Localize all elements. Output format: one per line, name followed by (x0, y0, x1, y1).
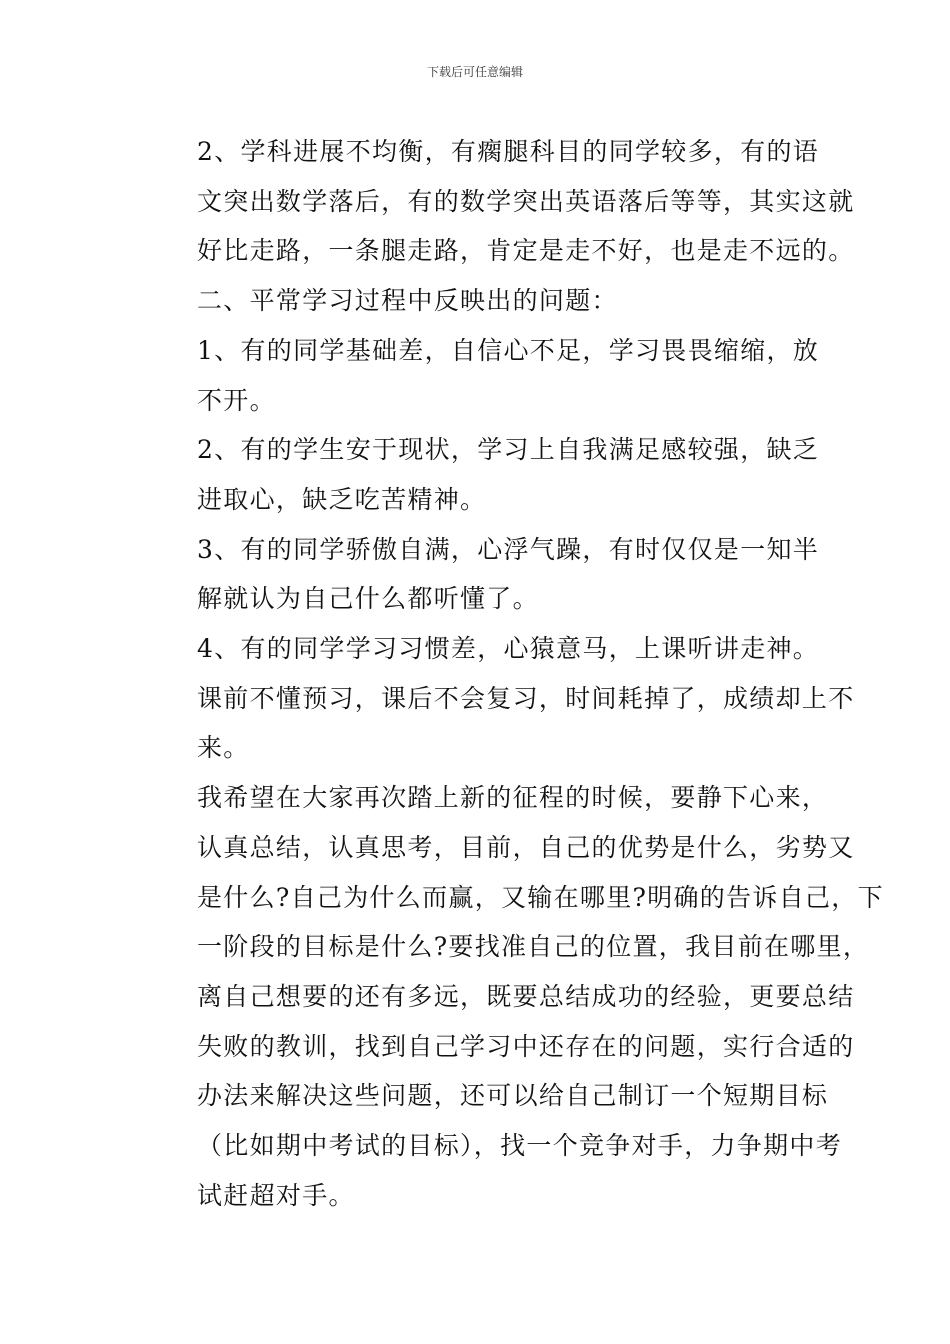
paragraph-problem-1 (145, 326, 820, 425)
text-line: 认真总结，认真思考，目前，自己的优势是什么，劣势又 (197, 832, 855, 862)
text-line: 4、有的同学学习习惯差，心猿意马，上课听讲走神。 (197, 634, 820, 664)
section-heading-problems (145, 276, 807, 326)
text-line: 文突出数学落后，有的数学突出英语落后等等，其实这就 (197, 186, 855, 216)
text-line: 二、平常学习过程中反映出的问题： (197, 286, 618, 316)
text-line: 一阶段的目标是什么?要找准自己的位置，我目前在哪里， (197, 932, 870, 962)
paragraph-hope (145, 773, 884, 1220)
text-line: 2、有的学生安于现状，学习上自我满足感较强，缺乏 (197, 435, 820, 465)
paragraph-subject-imbalance (145, 127, 855, 276)
text-line: 办法来解决这些问题，还可以给自己制订一个短期目标 (197, 1081, 829, 1111)
paragraph-problem-2 (145, 425, 820, 524)
text-line: 1、有的同学基础差，自信心不足，学习畏畏缩缩，放 (197, 335, 820, 365)
text-line: 解就认为自己什么都听懂了。 (197, 584, 539, 614)
text-line: 好比走路，一条腿走路，肯定是走不好，也是走不远的。 (197, 236, 855, 266)
text-line: 3、有的同学骄傲自满，心浮气躁，有时仅仅是一知半 (197, 534, 820, 564)
paragraph-problem-4 (145, 624, 855, 773)
text-line: 试赶超对手。 (197, 1180, 355, 1210)
paragraph-problem-3 (145, 525, 820, 624)
text-line: 离自己想要的还有多远，既要总结成功的经验，更要总结 (197, 981, 855, 1011)
document-body (145, 127, 884, 1220)
text-line: 是什么?自己为什么而赢，又输在哪里?明确的告诉自己，下 (197, 882, 884, 912)
page-header: 下载后可任意编辑 (426, 65, 523, 79)
text-line: 进取心，缺乏吃苦精神。 (197, 484, 487, 514)
text-line: 失败的教训，找到自己学习中还存在的问题，实行合适的 (197, 1031, 855, 1061)
text-line: 来。 (197, 733, 250, 763)
text-line: （比如期中考试的目标），找一个竞争对手，力争期中考 (197, 1131, 843, 1161)
text-line: 不开。 (197, 385, 276, 415)
text-line: 课前不懂预习，课后不会复习，时间耗掉了，成绩却上不 (197, 683, 855, 713)
text-line: 2、学科进展不均衡，有瘸腿科目的同学较多，有的语 (197, 137, 820, 166)
text-line: 我希望在大家再次踏上新的征程的时候，要静下心来， (197, 783, 829, 813)
